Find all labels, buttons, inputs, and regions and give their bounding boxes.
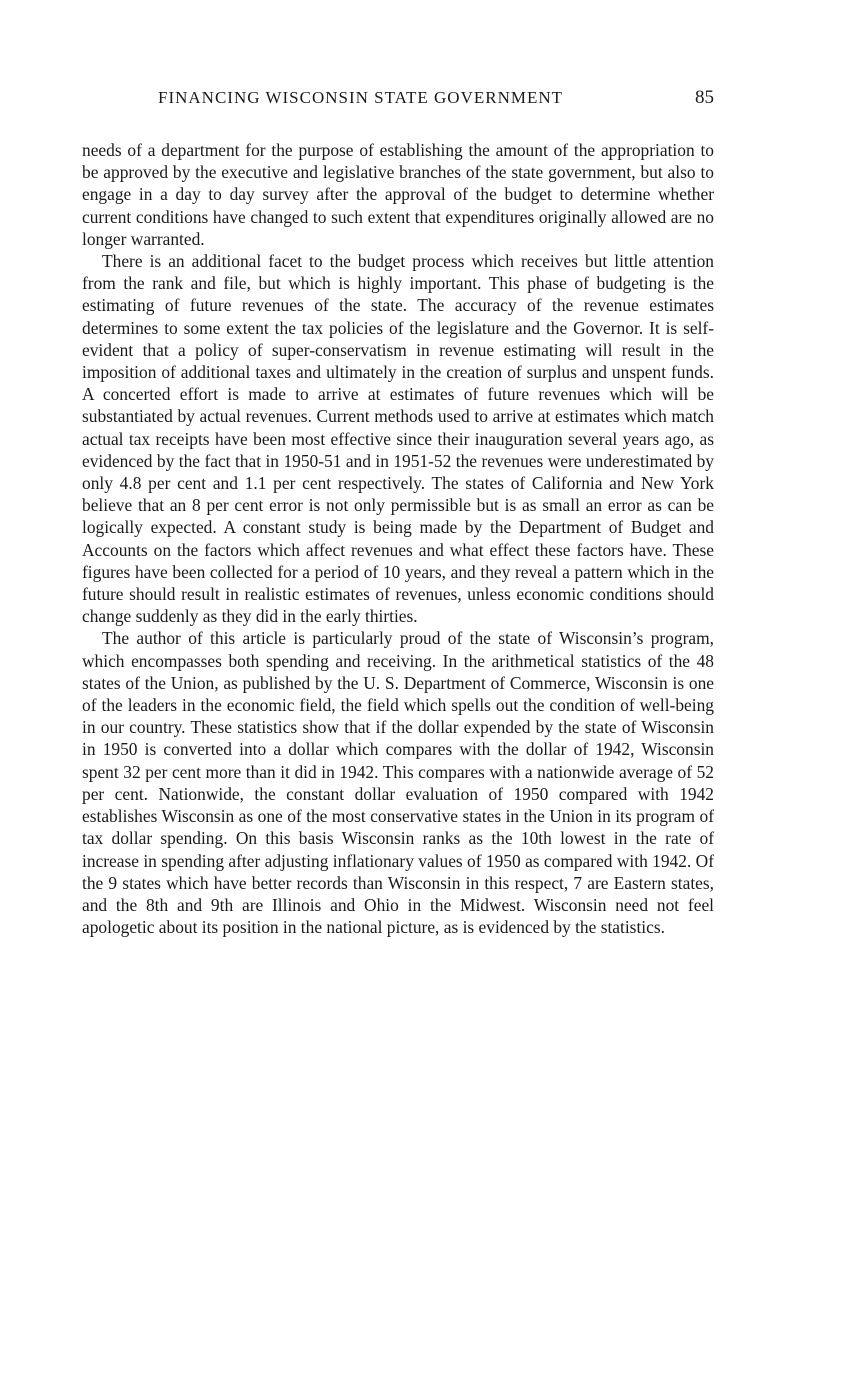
paragraph-wisconsin-program: The author of this article is particularly proud of the state of Wisconsin’s program, which encompasses both spending and receiving. In the arithmetical statistics of the 48 states of the Union, as published by the U. S. Department of Commerce, Wisconsin is one of the leaders in the economic field, the field which spells out the condition of well-being in our country. These statistics show that if the dollar expended by the state of Wisconsin in 1950 is converted into a dollar which compares with the dollar of 1942, Wisconsin spent 32 per cent more than it did in 1942. This compares with a nationwide average of 52 per cent. Nationwide, the constant dollar evaluation of 1950 compared with 1942 establishes Wisconsin as one of the most conservative states in the Union in its program of tax dollar spending. On this basis Wisconsin ranks as the 10th lowest in the rate of increase in spending after adjusting inflationary values of 1950 as compared with 1942. Of the 9 states which have better records than Wisconsin in this respect, 7 are Eastern states, and the 8th and 9th are Illinois and Ohio in the Midwest. Wisconsin need not feel apologetic about its position in the national picture, as is evidenced by the statistics. <box>82 628 714 938</box>
paragraph-continued: needs of a department for the purpose of establishing the amount of the appropriation to be approved by the executive and legislative branches of the state government, but also to engage in a day to day survey after the approval of the budget to determine whether current conditions have changed to such extent that expenditures originally allowed are no longer warranted. <box>82 140 714 249</box>
running-header <box>82 88 714 114</box>
body-text <box>82 139 714 938</box>
page-number: 85 <box>695 87 714 108</box>
paragraph-revenue-estimates: There is an additional facet to the budget process which receives but little attention from the rank and file, but which is highly important. This phase of budgeting is the estimating of future revenues of the state. The accuracy of the revenue estimates determines to some extent the tax policies of the legislature and the Governor. It is self-evident that a policy of super-conservatism in revenue estimating will result in the imposition of additional taxes and ultimately in the creation of surplus and unspent funds. A concerted effort is made to arrive at estimates of future revenues which will be substantiated by actual revenues. Current methods used to arrive at estimates which match actual tax receipts have been most effective since their inauguration several years ago, as evidenced by the fact that in 1950-51 and in 1951-52 the revenues were underestimated by only 4.8 per cent and 1.1 per cent respectively. The states of California and New York believe that an 8 per cent error is not only permissible but is as small an error as can be logically expected. A constant study is being made by the Department of Budget and Accounts on the factors which affect revenues and what effect these factors have. These figures have been collected for a period of 10 years, and they reveal a pattern which in the future should result in realistic estimates of revenues, unless economic conditions should change suddenly as they did in the early thirties. <box>82 251 714 627</box>
running-title: FINANCING WISCONSIN STATE GOVERNMENT <box>158 88 564 107</box>
